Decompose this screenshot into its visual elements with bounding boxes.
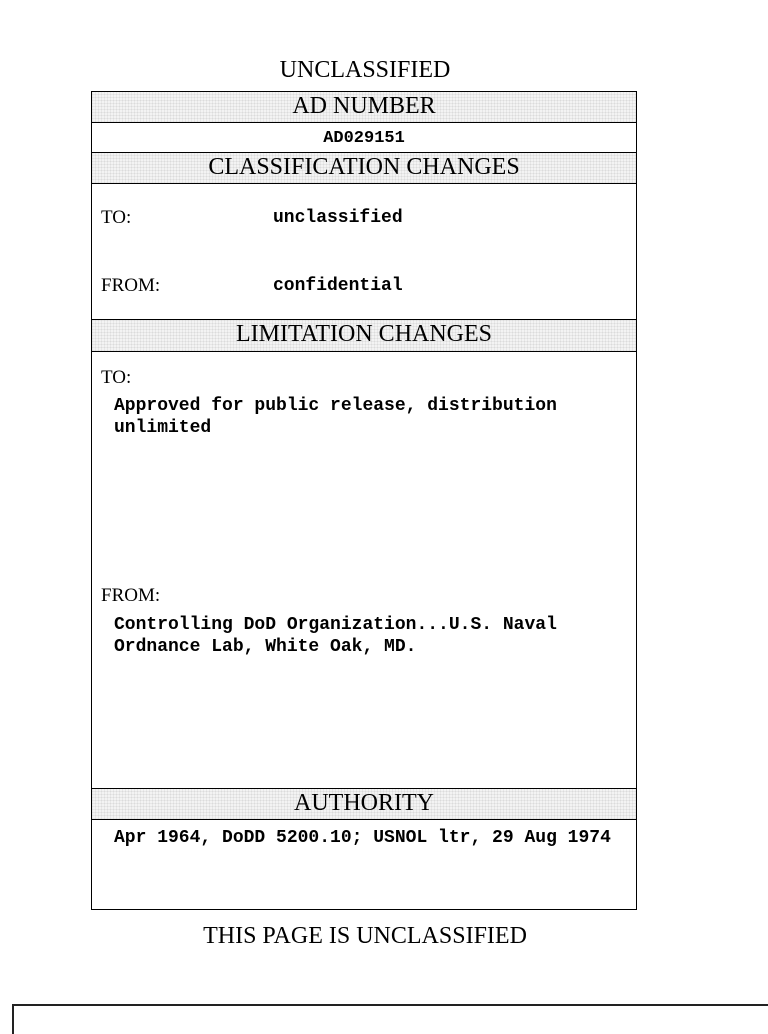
scanned-page-edge: [12, 1004, 768, 1034]
authority-title: AUTHORITY: [294, 790, 434, 816]
limitation-to-text: Approved for public release, distribution unlimited: [114, 396, 557, 438]
classification-from-value: confidential: [273, 276, 403, 296]
classification-changes-header: [92, 152, 636, 184]
ad-record-form: [91, 91, 637, 910]
limitation-from-text: Controlling DoD Organization...U.S. Naval Ordnance Lab, White Oak, MD.: [114, 615, 557, 657]
ad-number-header: [92, 91, 636, 123]
limitation-from-label: FROM:: [101, 585, 161, 606]
limitation-changes-title: LIMITATION CHANGES: [235, 321, 493, 347]
bottom-classification-marking: THIS PAGE IS UNCLASSIFIED: [203, 923, 527, 949]
limitation-changes-header: [92, 319, 636, 352]
top-classification-marking: UNCLASSIFIED: [279, 57, 451, 83]
authority-text: Apr 1964, DoDD 5200.10; USNOL ltr, 29 Aug 1974: [114, 828, 611, 848]
classification-from-label: FROM:: [101, 275, 161, 296]
authority-header: [92, 788, 636, 820]
classification-changes-title: CLASSIFICATION CHANGES: [208, 154, 520, 180]
ad-number-title: AD NUMBER: [292, 93, 436, 119]
limitation-to-label: TO:: [101, 367, 132, 388]
classification-to-label: TO:: [101, 207, 132, 228]
classification-to-value: unclassified: [273, 208, 403, 228]
ad-number-value: AD029151: [323, 129, 405, 148]
